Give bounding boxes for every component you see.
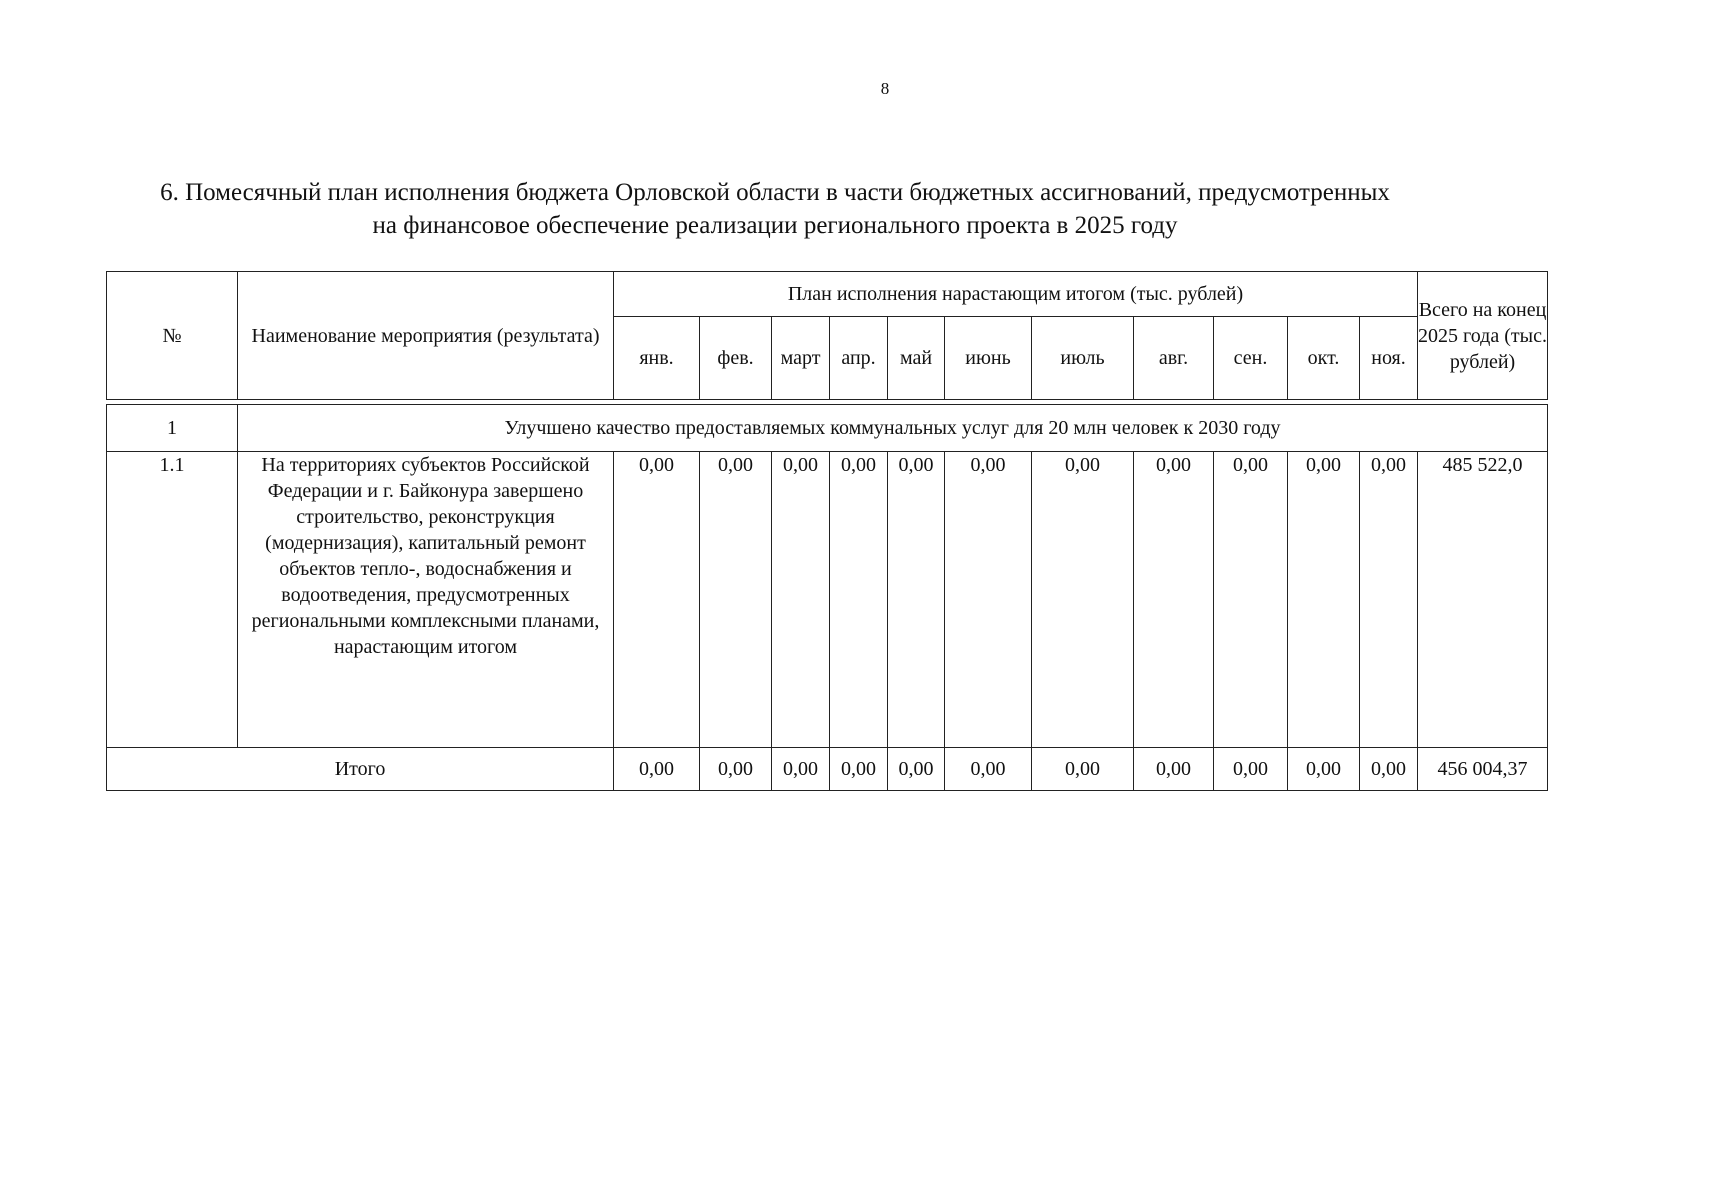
- item-month-value: 0,00: [830, 452, 888, 748]
- total-row: [107, 748, 1548, 791]
- item-num: 1.1: [107, 452, 238, 748]
- total-month-value: 0,00: [700, 748, 772, 791]
- page-number: 8: [880, 79, 890, 98]
- total-month-value: 0,00: [1214, 748, 1288, 791]
- total-month-value: 0,00: [1134, 748, 1214, 791]
- month-header: июнь: [945, 317, 1032, 400]
- item-month-value: 0,00: [700, 452, 772, 748]
- title-line-2: на финансовое обеспечение реализации регионального проекта в 2025 году: [372, 212, 1178, 239]
- header-num: №: [107, 272, 238, 400]
- month-header: фев.: [700, 317, 772, 400]
- total-month-value: 0,00: [888, 748, 945, 791]
- table-row: [107, 452, 1548, 748]
- item-month-value: 0,00: [772, 452, 830, 748]
- budget-plan-table: [106, 271, 1548, 791]
- item-total: 485 522,0: [1418, 452, 1548, 748]
- total-month-value: 0,00: [1360, 748, 1418, 791]
- item-month-value: 0,00: [888, 452, 945, 748]
- total-month-value: 0,00: [945, 748, 1032, 791]
- month-header: апр.: [830, 317, 888, 400]
- month-header: май: [888, 317, 945, 400]
- item-month-value: 0,00: [614, 452, 700, 748]
- title-line-1: 6. Помесячный план исполнения бюджета Орловской области в части бюджетных ассигнований, предусмотренных: [160, 179, 1390, 206]
- header-row: [107, 272, 1548, 317]
- item-month-value: 0,00: [1032, 452, 1134, 748]
- total-month-value: 0,00: [772, 748, 830, 791]
- item-month-value: 0,00: [1288, 452, 1360, 748]
- total-month-value: 0,00: [1288, 748, 1360, 791]
- total-label: Итого: [107, 748, 614, 791]
- month-header: март: [772, 317, 830, 400]
- section-num: 1: [107, 405, 238, 452]
- section-title: [100, 176, 1450, 242]
- month-header: ноя.: [1360, 317, 1418, 400]
- total-month-value: 0,00: [830, 748, 888, 791]
- month-header: авг.: [1134, 317, 1214, 400]
- total-month-value: 0,00: [1032, 748, 1134, 791]
- month-header: окт.: [1288, 317, 1360, 400]
- header-plan: План исполнения нарастающим итогом (тыс. рублей): [614, 272, 1418, 317]
- header-total: Всего на конец 2025 года (тыс. рублей): [1418, 272, 1548, 400]
- item-month-value: 0,00: [945, 452, 1032, 748]
- total-month-value: 0,00: [614, 748, 700, 791]
- section-row: [107, 405, 1548, 452]
- header-name: Наименование мероприятия (результата): [238, 272, 614, 400]
- section-text: Улучшено качество предоставляемых коммунальных услуг для 20 млн человек к 2030 году: [238, 405, 1548, 452]
- item-month-value: 0,00: [1134, 452, 1214, 748]
- month-header: июль: [1032, 317, 1134, 400]
- month-header: сен.: [1214, 317, 1288, 400]
- item-name: На территориях субъектов Российской Федерации и г. Байконура завершено строительство, реконструкция (модернизация), капитальный ремонт объектов тепло-, водоснабжения и водоотведения, предусмотренных региональными комплексными планами, нарастающим итогом: [238, 452, 614, 748]
- month-header: янв.: [614, 317, 700, 400]
- item-month-value: 0,00: [1214, 452, 1288, 748]
- item-month-value: 0,00: [1360, 452, 1418, 748]
- grand-total: 456 004,37: [1418, 748, 1548, 791]
